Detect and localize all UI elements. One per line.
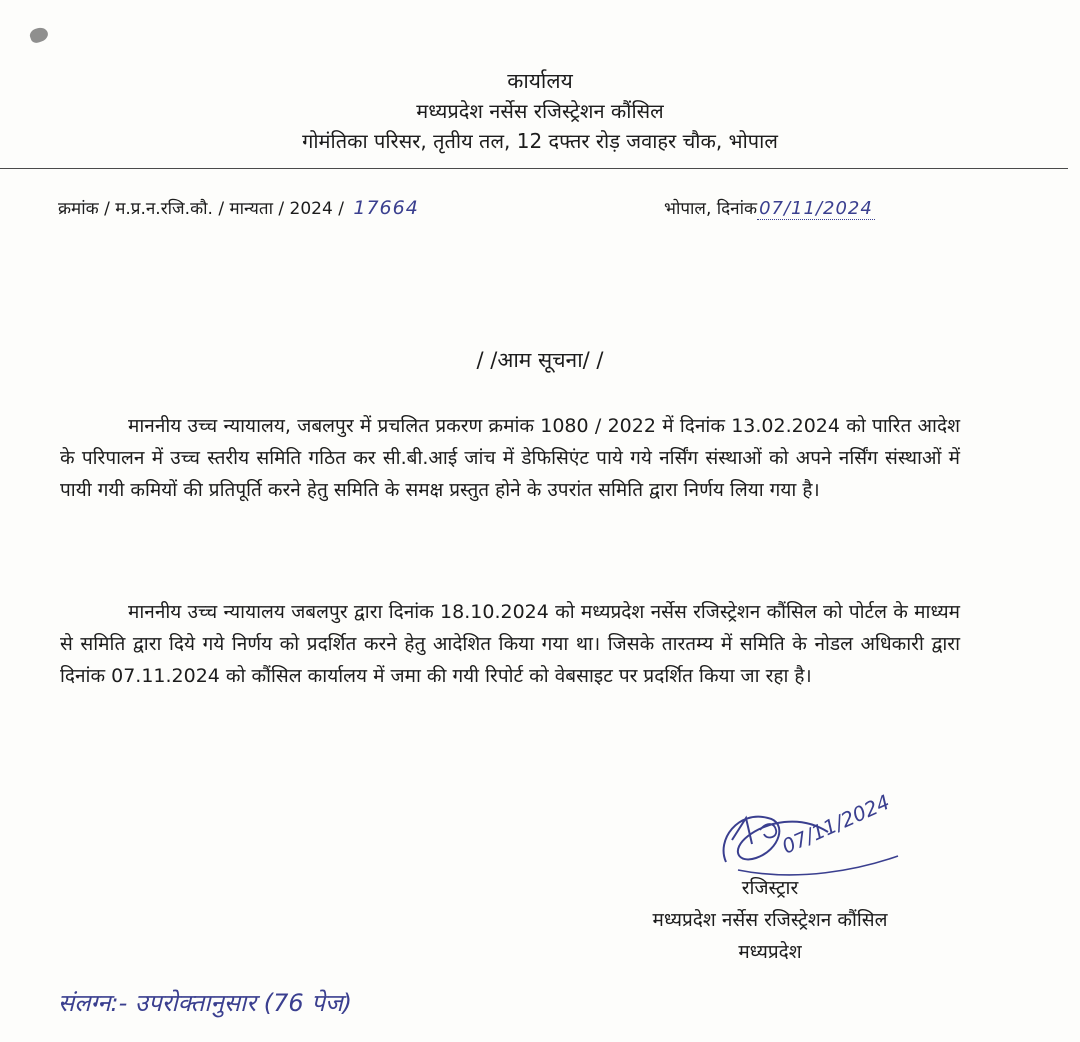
signatory-designation: रजिस्ट्रार [741, 877, 799, 899]
notice-title: / /आम सूचना/ / [476, 348, 604, 372]
date-prefix: भोपाल, दिनांक [664, 199, 758, 219]
reference-line [58, 196, 419, 219]
office-heading: कार्यालय [507, 69, 573, 93]
scan-speck [28, 25, 50, 44]
paragraph-2 [60, 596, 960, 692]
office-address: गोमंतिका परिसर, तृतीय तल, 12 दफ्तर रोड़ जवाहर चौक, भोपाल [302, 129, 778, 153]
paragraph-text: माननीय उच्च न्यायालय, जबलपुर में प्रचलित प्रकरण क्रमांक 1080 / 2022 में दिनांक 13.02.2024 को पारित आदेश के परिपालन में उच्च स्तरीय समिति गठित कर सी.बी.आई जांच में डेफिसिएंट पाये गये नर्सिंग संस्थाओं को अपने नर्सिंग संस्थाओं में पायी गयी कमियों की प्रतिपूर्ति करने हेतु समिति के समक्ष प्रस्तुत होने के उपरांत समिति द्वारा निर्णय लिया गया है। [60, 415, 960, 501]
reference-prefix: क्रमांक / म.प्र.न.रजि.कौ. / मान्यता / 2024 / [58, 199, 344, 219]
signatory-block [560, 872, 980, 968]
reference-number: 17664 [353, 197, 419, 219]
header-divider [0, 168, 1068, 169]
signature-date: 07/11/2024 [778, 789, 894, 859]
paragraph-1 [60, 410, 960, 506]
enclosure-note: संलग्न:- उपरोक्तानुसार (76 पेज) [58, 989, 353, 1017]
signatory-state: मध्यप्रदेश [738, 941, 802, 963]
signatory-organization: मध्यप्रदेश नर्सेस रजिस्ट्रेशन कौंसिल [652, 909, 888, 931]
date-value: 07/11/2024 [759, 198, 873, 219]
paragraph-text: माननीय उच्च न्यायालय जबलपुर द्वारा दिनांक 18.10.2024 को मध्यप्रदेश नर्सेस रजिस्ट्रेशन कौंसिल को पोर्टल के माध्यम से समिति द्वारा दिये गये निर्णय को प्रदर्शित करने हेतु आदेशित किया गया था। जिसके तारतम्य में समिति के नोडल अधिकारी द्वारा दिनांक 07.11.2024 को कौंसिल कार्यालय में जमा की गयी रिपोर्ट को वेबसाइट पर प्रदर्शित किया जा रहा है। [60, 601, 960, 687]
date-line [664, 196, 875, 219]
letterhead [0, 66, 1080, 156]
council-name: मध्यप्रदेश नर्सेस रजिस्ट्रेशन कौंसिल [416, 99, 664, 123]
